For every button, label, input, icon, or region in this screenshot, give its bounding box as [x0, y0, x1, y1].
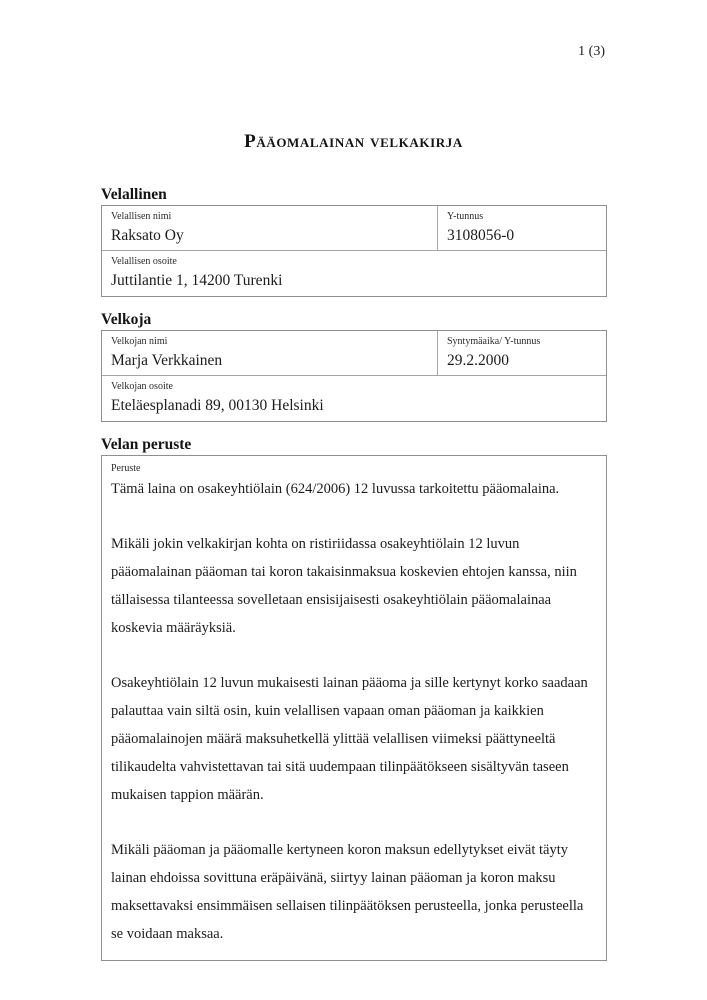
creditor-address-value: Eteläesplanadi 89, 00130 Helsinki	[111, 397, 324, 414]
creditor-id-cell	[438, 331, 606, 375]
creditor-name-label: Velkojan nimi	[111, 336, 168, 347]
basis-label: Peruste	[111, 463, 141, 474]
table-row	[102, 206, 606, 250]
basis-section	[101, 436, 607, 961]
creditor-table	[101, 330, 607, 422]
debtor-address-value: Juttilantie 1, 14200 Turenki	[111, 272, 283, 289]
debtor-section	[101, 186, 607, 297]
table-row	[102, 375, 606, 421]
table-row	[102, 250, 606, 296]
creditor-heading: Velkoja	[101, 311, 152, 328]
debtor-table	[101, 205, 607, 297]
creditor-name-value: Marja Verkkainen	[111, 352, 223, 369]
creditor-id-label: Syntymäaika/ Y-tunnus	[447, 336, 541, 347]
debtor-id-cell	[438, 206, 606, 250]
debtor-address-label: Velallisen osoite	[111, 256, 177, 267]
basis-paragraph: Mikäli pääoman ja pääomalle kertyneen koron maksun edellytykset eivät täyty lainan ehdoissa sovittuna eräpäivänä, siirtyy lainan pääoman ja koron maksu maksettavaksi ensimmäisen sellaisen tilinpäätöksen perusteella, jonka perusteella se voidaan maksaa.	[111, 842, 584, 942]
creditor-address-cell	[102, 376, 606, 421]
debtor-heading: Velallinen	[101, 186, 167, 203]
basis-box	[101, 455, 607, 961]
page-number: 1 (3)	[578, 44, 605, 59]
creditor-id-value: 29.2.2000	[447, 352, 509, 369]
basis-paragraph: Mikäli jokin velkakirjan kohta on ristiriidassa osakeyhtiölain 12 luvun pääomalainan pääoman tai koron takaisinmaksua koskevien ehtojen kanssa, niin tällaisessa tilanteessa sovelletaan ensisijaisesti osakeyhtiölain pääomalainaa koskevia määräyksiä.	[111, 536, 577, 636]
debtor-name-value: Raksato Oy	[111, 227, 184, 244]
basis-heading: Velan peruste	[101, 436, 192, 453]
debtor-name-cell	[102, 206, 438, 250]
creditor-section	[101, 311, 607, 422]
basis-paragraph: Tämä laina on osakeyhtiölain (624/2006) 12 luvussa tarkoitettu pääomalaina.	[111, 481, 560, 497]
debtor-id-value: 3108056-0	[447, 227, 515, 244]
creditor-address-label: Velkojan osoite	[111, 381, 173, 392]
creditor-name-cell	[102, 331, 438, 375]
document-title: Pääomalainan velkakirja	[244, 131, 463, 152]
basis-paragraph: Osakeyhtiölain 12 luvun mukaisesti lainan pääoma ja sille kertynyt korko saadaan palauttaa vain siltä osin, kuin velallisen vapaan oman pääoman ja kaikkien pääomalainojen määrä maksuhetkellä ylittää velallisen viimeksi päättyneeltä tilikaudelta vahvistettavan tai sitä uudempaan tilinpäätökseen sisältyvän taseen mukaisen tappion määrän.	[111, 675, 588, 803]
debtor-id-label: Y-tunnus	[447, 211, 484, 222]
debtor-address-cell	[102, 251, 606, 296]
debtor-name-label: Velallisen nimi	[111, 211, 172, 222]
table-row	[102, 331, 606, 375]
